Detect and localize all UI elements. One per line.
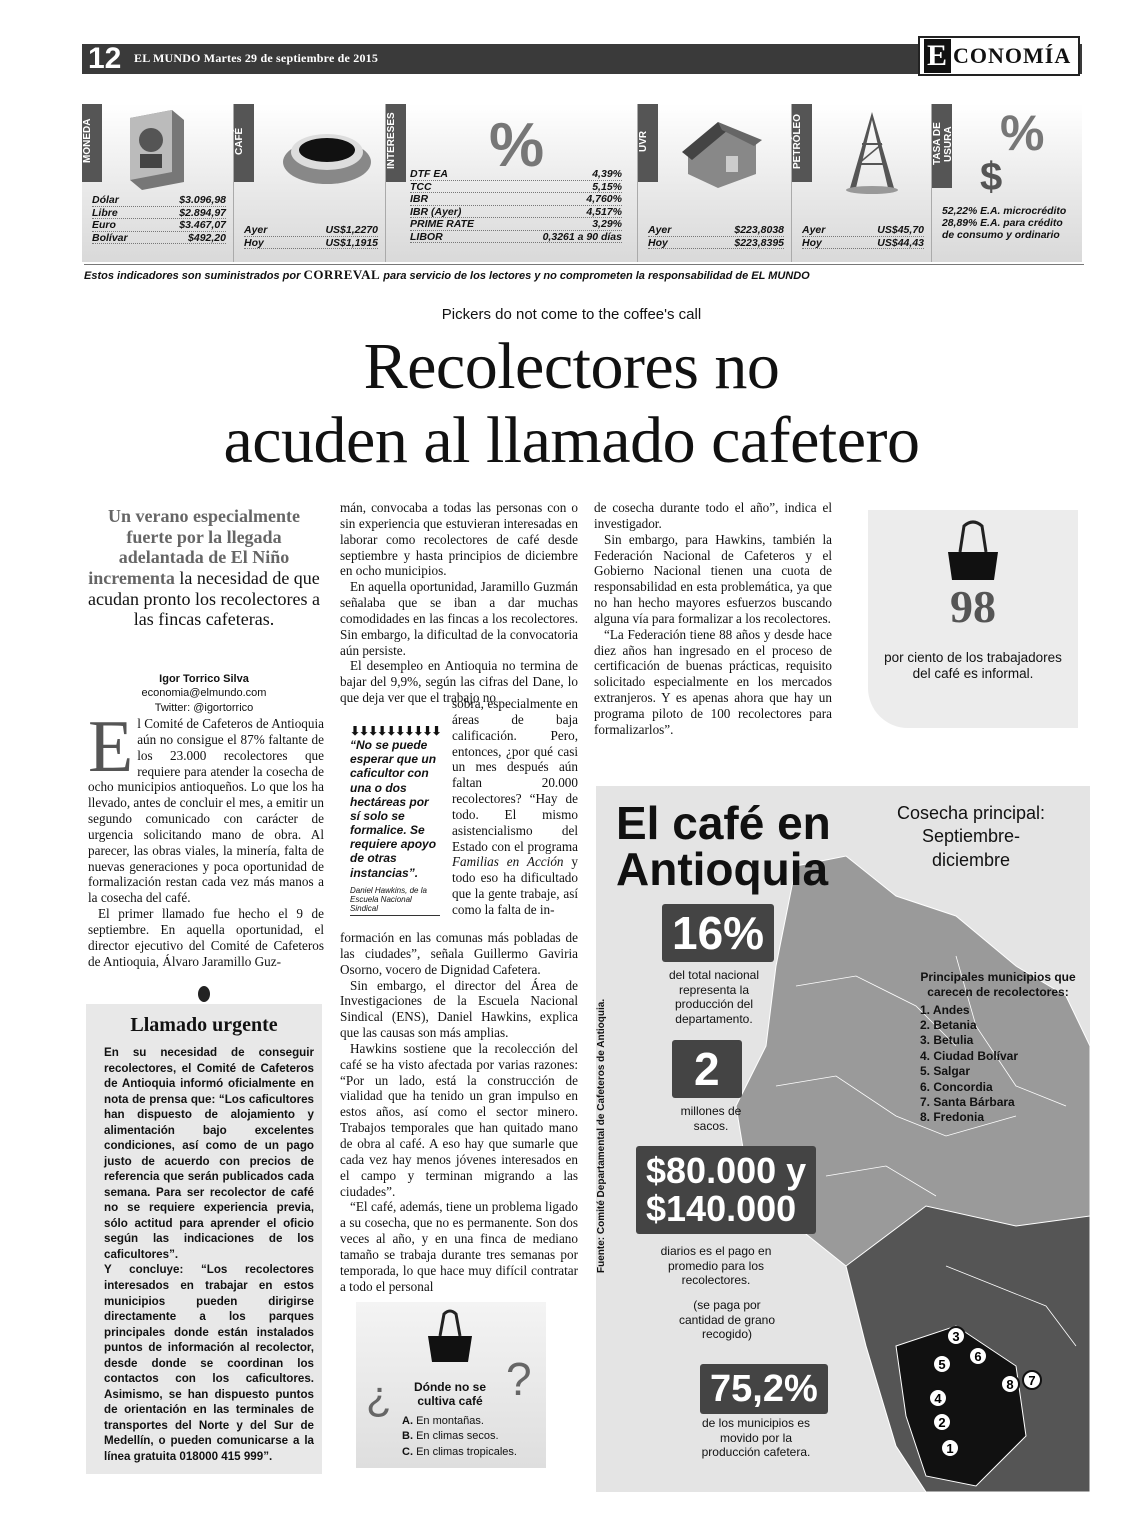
percent-icon: [481, 110, 551, 176]
column-2-bottom: [340, 930, 578, 1294]
row-ibr-ayer: IBR (Ayer) 4,517%: [410, 205, 622, 218]
stat-75-text: de los municipios es movido por la producción cafetera.: [701, 1416, 811, 1460]
stat-2-million: 2: [672, 1040, 742, 1098]
row-prime: PRIME RATE 3,29%: [410, 218, 622, 230]
banknote-icon: [122, 110, 192, 190]
box-title: Dónde no se cultiva café: [413, 1380, 486, 1409]
program-name: Familias en Acción: [452, 854, 564, 870]
box-paragraph: Y concluye: “Los recolectores interesados en trabajar en estos municipios pueden dirigirse directamente a los parques principales donde están instalados puntos de información al recolector, desde donde se coordinan los contactos con los caficultores. Asimismo, se han dispuesto puntos de orientación en las terminales de transportes del Norte y del Sur de Medellín, o pueden comunicarse a la línea gratuita 018000 415 999”.: [104, 1263, 314, 1463]
panel-label: MONEDA: [82, 104, 102, 182]
stat-16-text: del total nacional representa la producción del departamento.: [668, 968, 760, 1026]
paragraph: Sin embargo, para Hawkins, también la Federación Nacional de Cafeteros y el Gobierno Nacional tienen una cuota de responsabilidad en esta problemática, ya que no han hecho mayores esfuerzos buscando alguna vía para formalizar a los recolectores.: [594, 531, 832, 626]
panel-label: PETRÓLEO: [792, 104, 812, 182]
map-markers: [596, 786, 1090, 1492]
map-marker-8: 8: [1006, 1377, 1014, 1392]
author-name: Igor Torrico Silva: [159, 673, 249, 685]
stat-label: por ciento de los trabajadores del café es informal.: [884, 650, 1062, 682]
row-bolivar: Bolívar $492,20: [92, 231, 226, 244]
pull-quote: [350, 724, 440, 916]
stat-75-percent: 75,2%: [700, 1364, 828, 1414]
map-marker-6: 6: [974, 1349, 982, 1364]
usura-lines: [942, 206, 1082, 242]
map-marker-1: 1: [946, 1441, 954, 1456]
correval-logo: CORREVAL: [303, 267, 381, 282]
headline: [40, 330, 1103, 478]
svg-text:%: %: [1000, 105, 1045, 161]
headline-line: acuden al llamado cafetero: [223, 403, 920, 477]
row-tcc: TCC 5,15%: [410, 180, 622, 193]
answer-item: A. En montañas.: [402, 1415, 484, 1427]
list-title: Principales municipios que carecen de recolectores:: [920, 970, 1076, 1000]
usura-line: 52,22% E.A. microcrédito: [942, 206, 1067, 217]
petroleo-rows: [802, 224, 924, 249]
municipality-item: 7. Santa Bárbara: [920, 1094, 1015, 1109]
usura-line: de consumo y ordinario: [942, 230, 1060, 241]
answer-item: C. En climas tropicales.: [402, 1445, 517, 1458]
map-marker-3: 3: [952, 1329, 960, 1344]
economic-indicators: [82, 104, 1082, 262]
usura-line: 28,89% E.A. para crédito: [942, 218, 1063, 229]
paragraph: formación en las comunas más pobladas de las ciudades”, señala Guillermo Gaviria Osorno, vocero de Dignidad Cafetera.: [340, 930, 578, 977]
panel-label: UVR: [638, 104, 658, 182]
indicators-note: [84, 264, 1084, 283]
paragraph: En aquella oportunidad, Jaramillo Guzmán señalaba que se iban a dar muchas comodidades en las fincas a los recolectores. Sin embargo, la dificultad de la convocatoria aún persiste.: [340, 579, 578, 658]
row-ayer: Ayer $223,8038: [648, 224, 784, 236]
author-email: economia@elmundo.com: [141, 687, 267, 700]
oil-derrick-icon: [838, 108, 908, 194]
quote-text: “No se puede esperar que un caficultor con una o dos hectáreas por sí solo se formalice. Se requiere apoyo de otras instancias”.: [350, 738, 437, 880]
quote-source: Daniel Hawkins, de la Escuela Nacional Sindical: [350, 886, 440, 917]
panel-cafe: [234, 104, 386, 262]
municipality-item: 2. Betania: [920, 1018, 977, 1033]
stat-value: 98: [950, 581, 996, 632]
paragraph: El desempleo en Antioquia no termina de bajar del 9,9%, según las cifras del Dane, lo que deja ver que el trabajo no: [340, 658, 578, 706]
paragraph: mán, convocaba a todas las personas con o sin experiencia que estuvieran interesadas en laborar como recolectores de café desde septiembre y hasta principios de diciembre en ocho municipios.: [340, 500, 578, 579]
headline-line: Recolectores no: [363, 330, 780, 403]
column-3: [594, 500, 832, 738]
house-icon: [678, 112, 768, 192]
infographic-subtitle: Cosecha principal: Septiembre-diciembre: [896, 803, 1046, 870]
quote-marks: ⬇⬇⬇⬇⬇⬇⬇⬇⬇⬇: [350, 724, 441, 738]
row-ayer: Ayer US$45,70: [802, 224, 924, 236]
paragraph: y todo eso ha dificultado que la gente trabaje, así como la falta de in-: [452, 854, 579, 917]
drop-cap: E: [88, 706, 134, 788]
where-not-grown-box: [356, 1302, 546, 1468]
cafe-rows: [244, 224, 378, 249]
row-ayer: Ayer US$1,2270: [244, 224, 378, 236]
answer-item: B. En climas secos.: [402, 1430, 499, 1443]
svg-text:$: $: [980, 155, 1003, 199]
row-hoy: Hoy $223,8395: [648, 236, 784, 249]
binder-clip-icon: [422, 1306, 478, 1368]
stat-16-percent: 16%: [662, 904, 774, 962]
panel-label: TASA DE USURA: [932, 104, 952, 188]
row-hoy: Hoy US$44,43: [802, 236, 924, 249]
moneda-rows: [92, 194, 226, 244]
title-line: El café en: [616, 797, 831, 849]
title-line: Antioquia: [616, 843, 829, 895]
paragraph: Hawkins sostiene que la recolección del café se ha visto afectada por varias razones: “Por un lado, está la construcción de vialidad que ha tenido un gran impulso en estos años, así como el sector minero. Trabajos temporales que han quitado mano de obra al café. A eso hay que sumarle que cada vez hay menos jóvenes interesados en el campo y terminan migrando a las ciudades”.: [340, 1040, 578, 1199]
panel-usura: [932, 104, 1082, 262]
percent-dollar-icon: [976, 104, 1066, 200]
svg-text:%: %: [489, 111, 545, 176]
stat-pay-note: (se paga por cantidad de grano recogido): [678, 1298, 776, 1342]
page-number: 12: [88, 42, 122, 75]
row-libor: LIBOR 0,3261 a 90 días: [410, 230, 622, 243]
paragraph: de cosecha durante todo el año”, indica el investigador.: [594, 500, 832, 531]
panel-uvr: [638, 104, 792, 262]
map-marker-5: 5: [938, 1357, 946, 1372]
row-hoy: Hoy US$1,1915: [244, 236, 378, 249]
panel-label: INTERESES: [386, 104, 406, 182]
masthead-date: EL MUNDO Martes 29 de septiembre de 2015: [134, 51, 379, 65]
row-dolar: Dólar $3.096,98: [92, 194, 226, 206]
lead-rest: la necesidad de que acudan pronto los recolectores a las fincas cafeteras.: [88, 568, 320, 630]
paragraph: “El café, además, tiene un problema ligado a su cosecha, que no es permanente. Son dos veces al año, y en una finca de mediano tamaño se trabaja durante tres semanas por temporada, lo que hace muy difícil contratar a todo el personal: [340, 1199, 578, 1294]
coffee-cup-icon: [279, 122, 375, 192]
row-euro: Euro $3.467,07: [92, 219, 226, 231]
paragraph: Sin embargo, el director del Área de Investigaciones de la Escuela Nacional Sindical (ENS), Daniel Hawkins, explica que las causas son más amplias.: [340, 977, 578, 1041]
binder-clip-icon: [938, 516, 1008, 586]
uvr-rows: [648, 224, 784, 249]
paragraph: sobra, especialmente en áreas de baja calificación. Pero, entonces, ¿por qué casi un mes después aún faltan 20.000 recolectores? “Hay de todo. El mismo asistencialismo del Estado con el programa: [452, 696, 578, 854]
map-marker-4: 4: [934, 1391, 942, 1406]
municipality-item: 4. Ciudad Bolívar: [920, 1048, 1019, 1063]
pay-value: $80.000 y: [646, 1150, 807, 1191]
municipality-item: 1. Andes: [920, 1002, 970, 1017]
panel-intereses: [386, 104, 638, 262]
row-dtf: DTF EA 4,39%: [410, 168, 622, 180]
infographic-source: Fuente: Comité Departamental de Cafeteros de Antioquia.: [596, 998, 607, 1274]
stat-pay-text: diarios es el pago en promedio para los recolectores.: [660, 1244, 772, 1288]
llamado-urgente-box: [86, 1004, 322, 1474]
lead-bold: Un verano especialmente fuerte por la llegada adelantada de El Niño incrementa: [88, 506, 300, 589]
lead-paragraph: [86, 506, 322, 630]
pay-value: $140.000: [646, 1187, 797, 1229]
question-mark: ¿: [366, 1372, 392, 1419]
coffee-antioquia-infographic: [596, 786, 1090, 1492]
section-label: [918, 36, 1080, 76]
coffee-bean-icon: [196, 984, 212, 1004]
author-twitter: Twitter: @igortorrico: [154, 701, 254, 714]
section-name: CONOMÍA: [953, 43, 1072, 68]
question-mark: ?: [506, 1353, 532, 1405]
note-text: Estos indicadores son suministrados por: [84, 270, 301, 282]
box-title: Llamado urgente: [130, 1014, 278, 1036]
paragraph: El primer llamado fue hecho el 9 de septiembre. En aquella oportunidad, el director ejecutivo del Comité de Cafeteros de Antioquia, Álvaro Jaramillo Guz-: [88, 906, 324, 969]
paragraph: “La Federación tiene 88 años y desde hace diez años han ingresado en el proceso de certificación de buenas prácticas, requisito solicitado especialmente en los mercados extranjeros. Y es apenas ahora que hay un programa piloto de 100 recolectores para formalizarlos”.: [594, 626, 832, 737]
column-2-top: [340, 500, 578, 706]
map-marker-7: 7: [1028, 1373, 1036, 1388]
row-libre: Libre $2.894,97: [92, 206, 226, 219]
answer-list: [402, 1414, 517, 1460]
box-paragraph: En su necesidad de conseguir recolectores, el Comité de Cafeteros de Antioquia informó oficialmente en nota de prensa que: “Los caficultores han dispuesto de alojamiento y alimentación bajo excelentes condiciones, así como de un pago justo de acuerdo con precios de referencia que serán publicados cada semana. Para ser recolector de café no se requiere experiencia previa, sólo actitud para aprender el oficio según las indicaciones de los caficultores”.: [104, 1046, 314, 1261]
intereses-rows: [410, 168, 622, 243]
section-initial: E: [924, 39, 951, 73]
panel-petroleo: [792, 104, 932, 262]
municipality-item: 5. Salgar: [920, 1064, 971, 1079]
column-2-middle: [452, 696, 578, 918]
municipality-item: 6. Concordia: [920, 1079, 993, 1094]
page-header-bar: [82, 39, 1082, 75]
municipality-item: 8. Fredonia: [920, 1110, 985, 1125]
note-text: para servicio de los lectores y no comprometen la responsabilidad de EL MUNDO: [383, 270, 810, 282]
stat-2-text: millones de sacos.: [680, 1104, 742, 1133]
paragraph: l Comité de Cafeteros de Antioquia aún no consigue el 87% faltante de los 23.000 recolectores que requiere para atender la cosecha de ocho municipios antioqueños. Lo que los ha llevado, antes de concluir el mes, a emitir un segundo comunicado con carácter de urgencia solicitando mano de obra. Al parecer, las obras viales, la minería, falta de nuevas generaciones y poca oportunidad de formalización restan cada vez más manos a la cosecha del café.: [88, 716, 324, 906]
map-marker-2: 2: [938, 1415, 946, 1430]
informality-stat: [868, 510, 1078, 728]
kicker: Pickers do not come to the coffee's call: [441, 306, 702, 323]
panel-label: CAFÉ: [234, 104, 254, 182]
row-ibr: IBR 4,760%: [410, 193, 622, 205]
panel-moneda: [82, 104, 234, 262]
municipality-item: 3. Betulia: [920, 1033, 974, 1048]
